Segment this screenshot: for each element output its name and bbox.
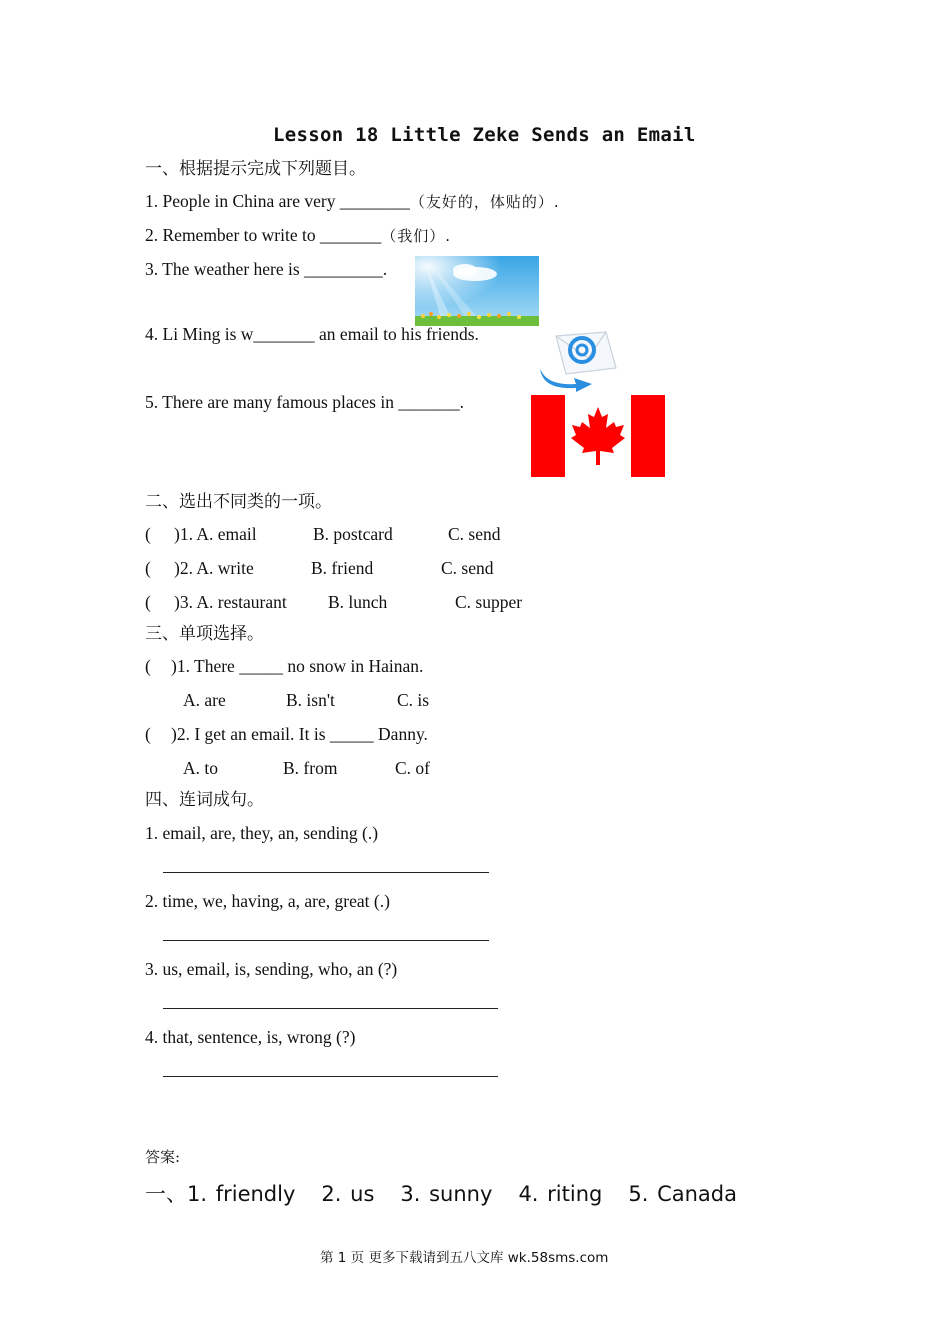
s1-item-3: 3. The weather here is _________. [145,259,388,279]
s1-item-2-hint: （我们）. [381,227,451,245]
s2-item-3-option-c: C. supper [455,592,523,612]
s1-item-2-text: 2. Remember to write to _______ [145,225,382,245]
s1-item-2 [145,224,451,247]
section3-heading: 三、单项选择。 [145,624,264,644]
section1-heading: 一、根据提示完成下列题目。 [145,159,366,179]
s4-item-1: 1. email, are, they, an, sending (.) [145,823,379,843]
s2-item-1-bracket: ( [145,524,151,544]
s2-item-3-bracket: ( [145,592,151,612]
s3-item-1-option-c: C. is [397,690,430,710]
s2-item-2-bracket: ( [145,558,151,578]
s4-item-3: 3. us, email, is, sending, who, an (?) [145,959,398,979]
s2-item-1-option-c: C. send [448,524,501,544]
s2-item-3-option-a: )3. A. restaurant [174,592,287,612]
s3-item-1-option-a: A. are [183,690,226,710]
section4-heading: 四、连词成句。 [145,790,264,810]
answers-label: 答案: [145,1148,181,1166]
s3-item-2-option-c: C. of [395,758,430,778]
canada-flag-image [531,395,665,477]
s2-item-1-option-b: B. postcard [313,524,393,544]
s4-item-4: 4. that, sentence, is, wrong (?) [145,1027,356,1047]
s2-item-2-option-c: C. send [441,558,494,578]
s3-item-2-option-a: A. to [183,758,218,778]
s1-item-4: 4. Li Ming is w_______ an email to his friends. [145,324,479,344]
s3-item-1-question: )1. There _____ no snow in Hainan. [171,656,424,676]
sunny-sky-image [415,256,539,326]
s3-item-1-option-b: B. isn't [286,690,335,710]
section2-heading: 二、选出不同类的一项。 [145,492,332,512]
s2-item-1-option-a: )1. A. email [174,524,257,544]
s2-item-2-option-a: )2. A. write [174,558,254,578]
s4-answer-line-3 [163,1008,498,1009]
page-footer: 第 1 页 更多下载请到五八文库 wk.58sms.com [320,1250,609,1266]
s3-item-2-option-b: B. from [283,758,338,778]
s4-answer-line-4 [163,1076,498,1077]
s1-item-1-hint: （友好的，体贴的）. [409,193,560,211]
s1-item-1 [145,190,560,213]
s2-item-2-option-b: B. friend [311,558,374,578]
s4-answer-line-2 [163,940,489,941]
page-title: Lesson 18 Little Zeke Sends an Email [273,124,696,146]
email-envelope-icon [536,328,622,392]
s2-item-3-option-b: B. lunch [328,592,388,612]
answers-line-1: 一、1. friendly 2. us 3. sunny 4. riting 5. Canada [145,1182,737,1206]
s3-item-2-question: )2. I get an email. It is _____ Danny. [171,724,428,744]
s1-item-1-text: 1. People in China are very ________ [145,191,410,211]
s3-item-2-bracket: ( [145,724,151,744]
s1-item-5: 5. There are many famous places in _______. [145,392,464,412]
s4-item-2: 2. time, we, having, a, are, great (.) [145,891,390,911]
s3-item-1-bracket: ( [145,656,151,676]
s4-answer-line-1 [163,872,489,873]
